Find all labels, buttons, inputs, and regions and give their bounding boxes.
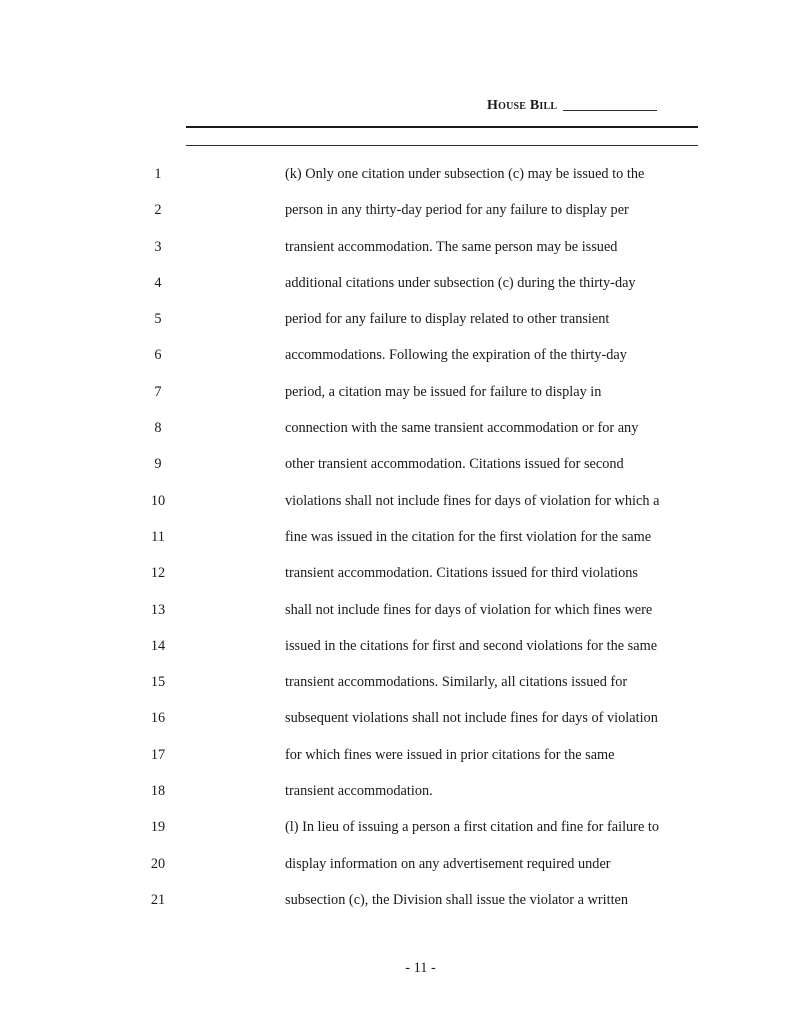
numbered-line: [0, 815, 791, 851]
numbered-line: [0, 452, 791, 488]
line-text: connection with the same transient accommodation or for any: [285, 420, 639, 437]
numbered-line: [0, 162, 791, 198]
numbered-line: [0, 779, 791, 815]
numbered-line: [0, 852, 791, 888]
numbered-line: [0, 271, 791, 307]
bill-header: [487, 92, 657, 112]
numbered-line: [0, 198, 791, 234]
line-number: 10: [150, 492, 166, 509]
numbered-line: [0, 561, 791, 597]
line-text: additional citations under subsection (c) during the thirty-day: [285, 274, 636, 291]
bill-title: House Bill: [487, 98, 558, 113]
numbered-line: [0, 343, 791, 379]
line-number: 21: [150, 891, 166, 908]
line-text: (k) Only one citation under subsection (c) may be issued to the: [285, 166, 645, 182]
line-number: 14: [150, 637, 166, 654]
line-text: person in any thirty-day period for any failure to display per: [285, 202, 629, 219]
line-number: 1: [154, 166, 162, 182]
line-text: period, a citation may be issued for failure to display in: [285, 383, 602, 400]
bill-body: [0, 162, 791, 924]
line-number: 13: [150, 601, 166, 618]
numbered-line: [0, 706, 791, 742]
line-number: 5: [154, 311, 162, 328]
line-text: subsequent violations shall not include fines for days of violation: [285, 710, 658, 727]
line-text: other transient accommodation. Citations issued for second: [285, 456, 624, 473]
line-number: 9: [154, 456, 162, 473]
line-number: 4: [154, 274, 162, 291]
line-text: accommodations. Following the expiration of the thirty-day: [285, 347, 627, 364]
line-text: fine was issued in the citation for the first violation for the same: [285, 528, 652, 545]
line-number: 17: [150, 746, 166, 763]
line-number: 6: [154, 347, 162, 364]
line-text: transient accommodation. Citations issued for third violations: [285, 565, 638, 582]
line-number: 15: [150, 674, 166, 691]
numbered-line: [0, 670, 791, 706]
line-number: 8: [154, 420, 162, 437]
numbered-line: [0, 598, 791, 634]
line-number: 18: [150, 783, 166, 800]
header-rule-top: [186, 126, 698, 128]
line-text: subsection (c), the Division shall issue the violator a written: [285, 891, 629, 908]
line-text: shall not include fines for days of violation for which fines were: [285, 601, 653, 618]
line-text: issued in the citations for first and second violations for the same: [285, 637, 658, 654]
line-text: (l) In lieu of issuing a person a first citation and fine for failure to: [285, 819, 659, 836]
page-number: - 11 -: [405, 960, 436, 976]
numbered-line: [0, 416, 791, 452]
line-text: transient accommodations. Similarly, all citations issued for: [285, 674, 628, 691]
line-number: 7: [154, 383, 162, 400]
line-number: 3: [154, 238, 162, 255]
line-text: transient accommodation.: [285, 783, 433, 800]
line-number: 16: [150, 710, 166, 727]
numbered-line: [0, 888, 791, 924]
line-text: violations shall not include fines for days of violation for which a: [285, 492, 660, 509]
line-number: 19: [150, 819, 166, 836]
numbered-line: [0, 235, 791, 271]
header-rule-bottom: [186, 145, 698, 146]
numbered-line: [0, 525, 791, 561]
line-text: display information on any advertisement required under: [285, 855, 611, 872]
numbered-line: [0, 489, 791, 525]
line-number: 12: [150, 565, 166, 582]
line-text: period for any failure to display related to other transient: [285, 311, 610, 328]
numbered-line: [0, 634, 791, 670]
line-text: for which fines were issued in prior citations for the same: [285, 746, 615, 763]
line-text: transient accommodation. The same person may be issued: [285, 238, 618, 255]
line-number: 11: [151, 528, 165, 545]
numbered-line: [0, 743, 791, 779]
bill-number-blank: [563, 94, 657, 111]
line-number: 2: [154, 202, 162, 219]
numbered-line: [0, 307, 791, 343]
numbered-line: [0, 380, 791, 416]
line-number: 20: [150, 855, 166, 872]
